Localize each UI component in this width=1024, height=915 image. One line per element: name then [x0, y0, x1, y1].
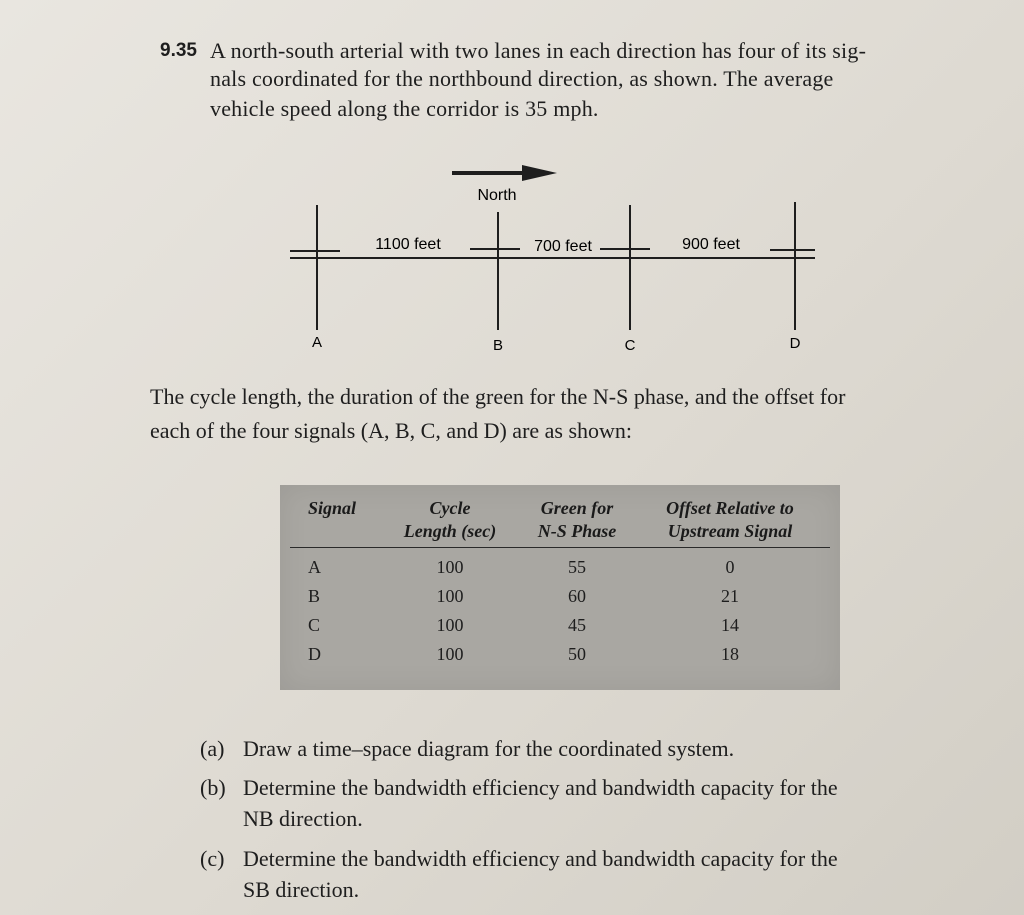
segment-length-a-b: 1100 feet	[375, 236, 441, 253]
cell-cycle: 100	[436, 644, 464, 664]
cell-offset: 18	[721, 644, 739, 664]
table-row	[280, 586, 840, 614]
table-row	[280, 557, 840, 585]
table-row	[280, 644, 840, 672]
question-b-text-line-1: Determine the bandwidth efficiency and bandwidth capacity for the	[243, 775, 838, 800]
question-b-label: (b)	[200, 775, 226, 800]
north-arrow-icon	[452, 165, 557, 181]
cell-cycle: 100	[436, 557, 464, 577]
problem-text-line-2: nals coordinated for the northbound direction, as shown. The average	[210, 66, 834, 91]
cell-offset: 21	[721, 586, 739, 606]
header-cycle-line-2: Length (sec)	[403, 521, 497, 541]
cell-green: 60	[568, 586, 586, 606]
signal-pole-c	[600, 205, 650, 330]
cell-green: 55	[568, 557, 586, 577]
header-cycle-length	[390, 497, 510, 543]
question-a-text: Draw a time–space diagram for the coordinated system.	[243, 736, 735, 761]
question-c-text-line-1: Determine the bandwidth efficiency and bandwidth capacity for the	[243, 846, 838, 871]
corridor-diagram	[0, 150, 1024, 380]
cell-green: 50	[568, 644, 586, 664]
header-signal	[308, 497, 356, 520]
north-label: North	[477, 187, 517, 204]
paragraph-line-1: The cycle length, the duration of the green for the N-S phase, and the offset for	[150, 384, 846, 409]
signal-pole-a	[290, 205, 340, 330]
signal-pole-d	[770, 202, 815, 330]
problem-text-line-3: vehicle speed along the corridor is 35 mph.	[210, 96, 599, 121]
segment-length-c-d: 900 feet	[682, 236, 740, 253]
header-green-ns	[527, 497, 627, 543]
question-c-label: (c)	[200, 846, 225, 871]
signal-label-c: C	[624, 337, 636, 354]
paragraph-line-2: each of the four signals (A, B, C, and D) are as shown:	[150, 418, 633, 443]
header-green-line-2: N-S Phase	[537, 521, 617, 541]
header-green-line-1: Green for	[540, 498, 614, 518]
problem-number: 9.35	[160, 40, 197, 61]
signal-label-b: B	[492, 337, 504, 354]
question-b-text-line-2: NB direction.	[243, 806, 363, 831]
signal-timing-table	[280, 485, 840, 690]
corridor-diagram-svg	[0, 150, 1024, 380]
cell-cycle: 100	[436, 586, 464, 606]
header-cycle-line-1: Cycle	[429, 498, 471, 518]
signal-label-d: D	[789, 335, 801, 352]
cell-signal: D	[308, 644, 321, 664]
segment-length-b-c: 700 feet	[534, 238, 592, 255]
header-offset-line-2: Upstream Signal	[667, 521, 793, 541]
cell-cycle: 100	[436, 615, 464, 635]
cell-green: 45	[568, 615, 586, 635]
question-a-label: (a)	[200, 736, 225, 761]
table-row	[280, 615, 840, 643]
problem-text-line-1: A north-south arterial with two lanes in each direction has four of its sig-	[210, 38, 867, 63]
header-signal-text: Signal	[308, 498, 357, 518]
question-c-text-line-2: SB direction.	[243, 877, 360, 902]
cell-signal: B	[308, 586, 321, 606]
cell-signal: C	[308, 615, 321, 635]
signal-pole-b	[470, 212, 520, 330]
cell-offset: 0	[725, 557, 735, 577]
header-offset-line-1: Offset Relative to	[666, 498, 794, 518]
header-offset	[645, 497, 815, 543]
cell-offset: 14	[721, 615, 739, 635]
cell-signal: A	[308, 557, 321, 577]
header-divider	[290, 547, 830, 548]
signal-label-a: A	[311, 334, 323, 351]
